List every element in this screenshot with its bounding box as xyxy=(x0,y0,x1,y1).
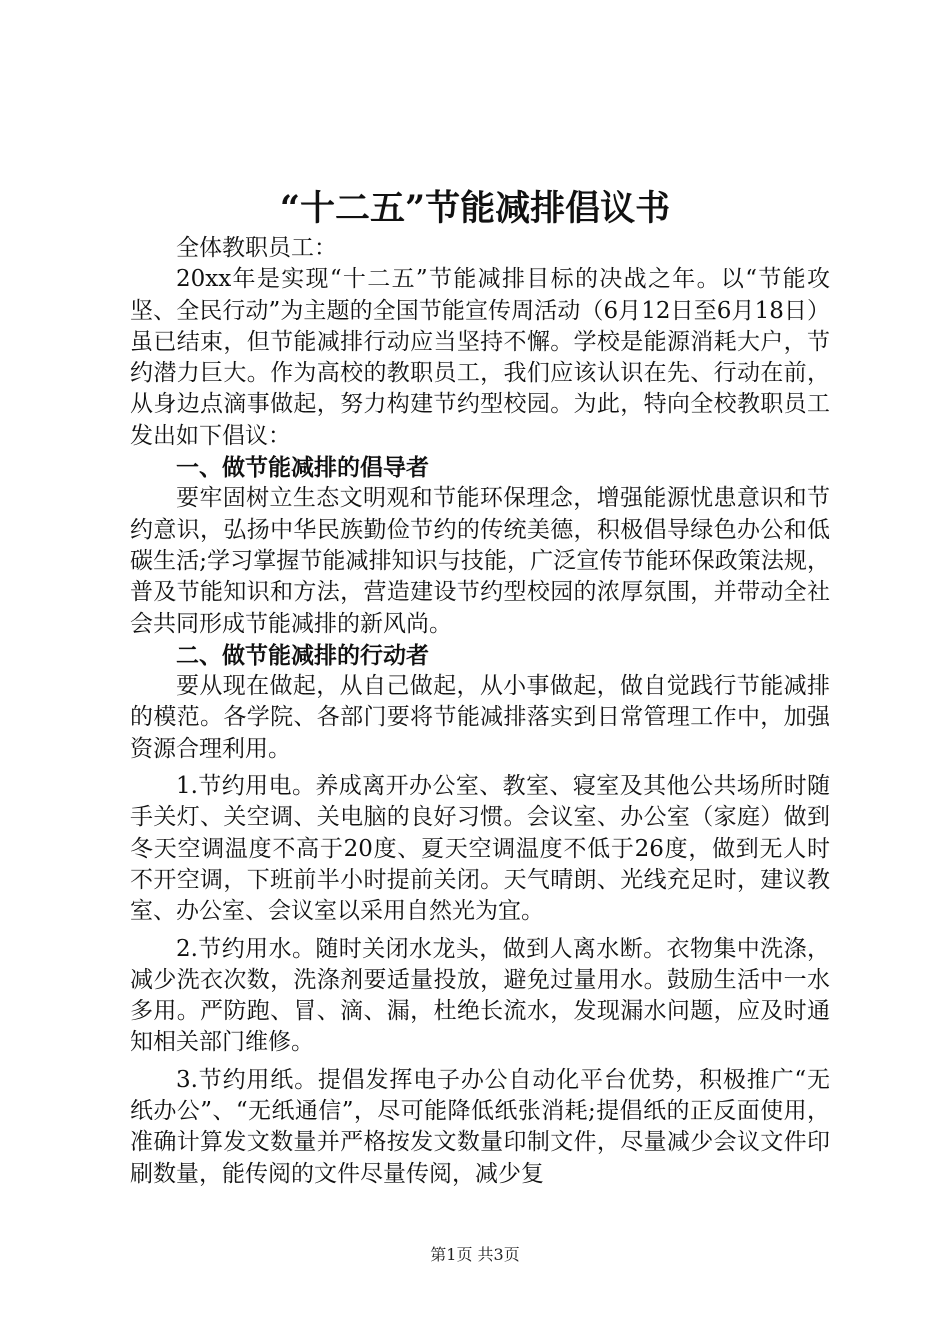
item-save-water: 2.节约用水。随时关闭水龙头，做到人离水断。衣物集中洗涤，减少洗衣次数，洗涤剂要适量投放，避免过量用水。鼓励生活中一水多用。严防跑、冒、滴、漏，杜绝长流水，发现漏水问题，应及时通知相关部门维修。 xyxy=(130,935,830,1056)
paragraph-advocate: 要牢固树立生态文明观和节能环保理念，增强能源忧患意识和节约意识，弘扬中华民族勤俭节约的传统美德，积极倡导绿色办公和低碳生活;学习掌握节能减排知识与技能，广泛宣传节能环保政策法规，普及节能知识和方法，营造建设节约型校园的浓厚氛围，并带动全社会共同形成节能减排的新风尚。 xyxy=(130,485,830,637)
salutation: 全体教职员工： xyxy=(176,235,337,261)
document-title: “十二五”节能减排倡议书 xyxy=(279,188,671,229)
page-footer: 第1页 共3页 xyxy=(430,1245,520,1264)
document-body xyxy=(130,233,830,1190)
section-heading-actor: 二、做节能减排的行动者 xyxy=(176,641,429,669)
paragraph-actor: 要从现在做起，从自己做起，从小事做起，做自觉践行节能减排的模范。各学院、各部门要将节能减排落实到日常管理工作中，加强资源合理利用。 xyxy=(130,673,830,762)
paragraph-intro: 20xx年是实现“十二五”节能减排目标的决战之年。以“节能攻坚、全民行动”为主题的全国节能宣传周活动（6月12日至6月18日）虽已结束，但节能减排行动应当坚持不懈。学校是能源消耗大户，节约潜力巨大。作为高校的教职员工，我们应该认识在先、行动在前，从身边点滴事做起，努力构建节约型校园。为此，特向全校教职员工发出如下倡议： xyxy=(130,266,830,449)
item-save-electricity: 1.节约用电。养成离开办公室、教室、寝室及其他公共场所时随手关灯、关空调、关电脑的良好习惯。会议室、办公室（家庭）做到冬天空调温度不高于20度、夏天空调温度不低于26度，做到无人时不开空调，下班前半小时提前关闭。天气晴朗、光线充足时，建议教室、办公室、会议室以采用自然光为宜。 xyxy=(130,773,830,925)
item-save-paper: 3.节约用纸。提倡发挥电子办公自动化平台优势，积极推广“无纸办公”、“无纸通信”，尽可能降低纸张消耗;提倡纸的正反面使用，准确计算发文数量并严格按发文数量印制文件，尽量减少会议文件印刷数量，能传阅的文件尽量传阅，减少复 xyxy=(130,1066,830,1187)
section-heading-advocate: 一、做节能减排的倡导者 xyxy=(176,454,429,482)
